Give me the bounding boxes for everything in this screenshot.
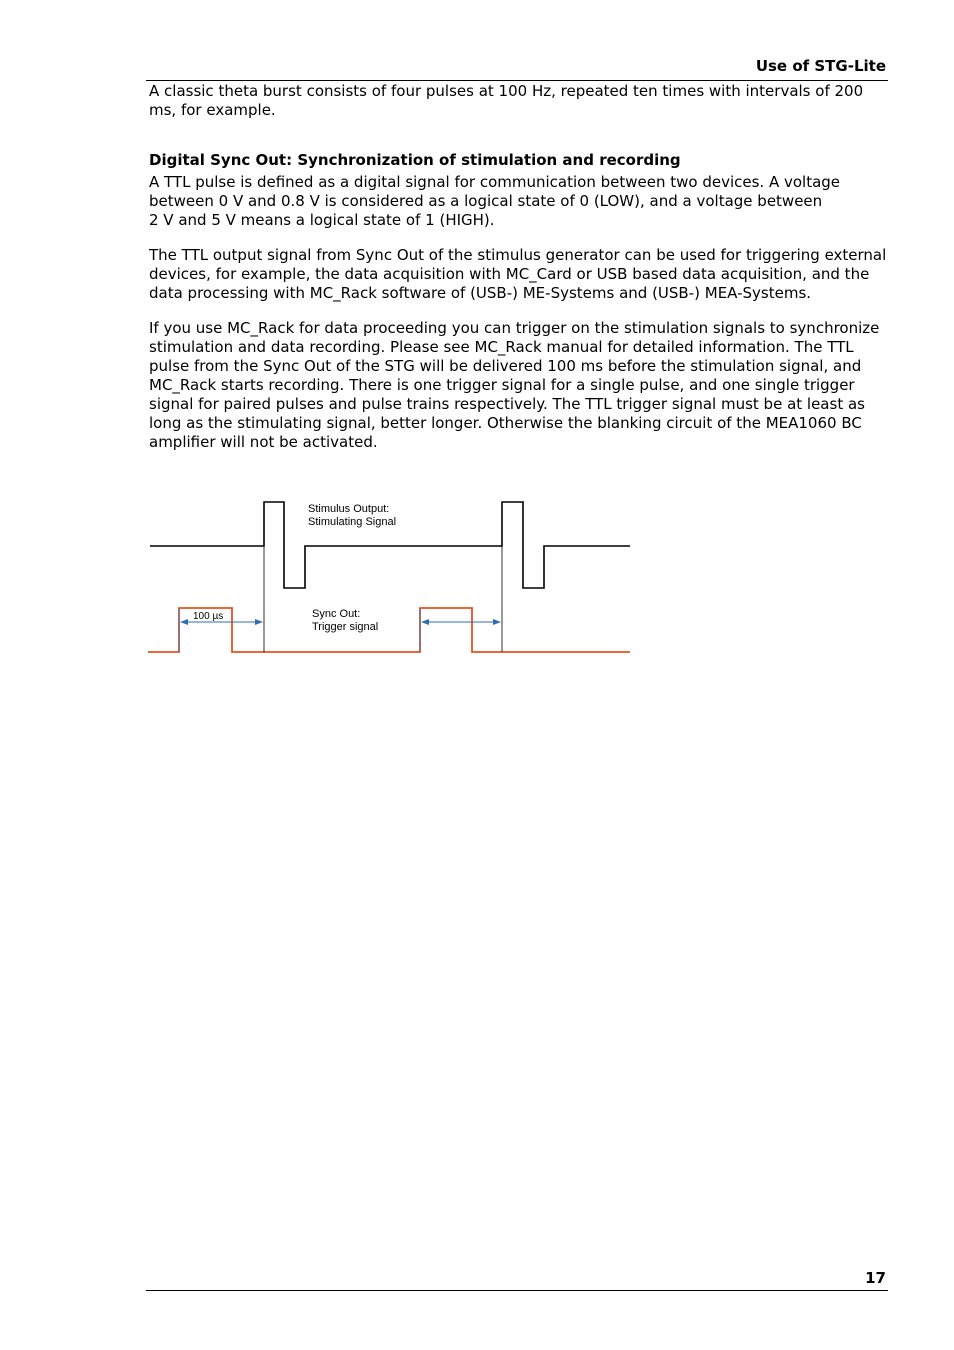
stimulus-waveform [150, 502, 630, 588]
header-title: Use of STG-Lite [755, 57, 886, 75]
sync-timing-diagram [140, 490, 640, 665]
paragraph-mc-rack [149, 319, 889, 452]
text-line: signal for paired pulses and pulse trains respectively. The TTL trigger signal must be at least as [149, 395, 865, 413]
text-line: pulse from the Sync Out of the STG will be delivered 100 ms before the stimulation signal, and [149, 357, 862, 375]
footer-rule [146, 1290, 888, 1291]
text-line: The TTL output signal from Sync Out of the stimulus generator can be used for triggering external [149, 246, 887, 264]
text-line: between 0 V and 0.8 V is considered as a logical state of 0 (LOW), and a voltage between [149, 192, 823, 210]
stimulus-label-line1: Stimulus Output: [308, 503, 390, 515]
text-line: MC_Rack starts recording. There is one trigger signal for a single pulse, and one single trigger [149, 376, 855, 394]
text-line: long as the stimulating signal, better longer. Otherwise the blanking circuit of the MEA1060 BC [149, 414, 862, 432]
text-line: amplifier will not be activated. [149, 433, 378, 451]
stimulus-label-line2: Stimulating Signal [308, 516, 397, 528]
text-line: If you use MC_Rack for data proceeding you can trigger on the stimulation signals to synchronize [149, 319, 880, 337]
page-number: 17 [865, 1269, 886, 1287]
text-line: 2 V and 5 V means a logical state of 1 (HIGH). [149, 211, 495, 229]
sync-label-line2: Trigger signal [312, 621, 379, 633]
section-heading: Digital Sync Out: Synchronization of stimulation and recording [149, 151, 681, 169]
header-rule [146, 80, 888, 81]
text-line: devices, for example, the data acquisition with MC_Card or USB based data acquisition, and the [149, 265, 870, 283]
text-line: stimulation and data recording. Please see MC_Rack manual for detailed information. The TTL [149, 338, 854, 356]
text-line: data processing with MC_Rack software of (USB-) ME-Systems and (USB-) MEA-Systems. [149, 284, 812, 302]
paragraph-ttl-definition [149, 173, 889, 230]
text-line: A TTL pulse is defined as a digital signal for communication between two devices. A voltage [149, 173, 841, 191]
paragraph-theta-burst: A classic theta burst consists of four pulses at 100 Hz, repeated ten times with intervals of 200 ms, for example. [149, 82, 864, 119]
sync-label-line1: Sync Out: [312, 608, 361, 620]
interval-label: 100 µs [193, 611, 224, 622]
paragraph-ttl-output [149, 246, 889, 303]
